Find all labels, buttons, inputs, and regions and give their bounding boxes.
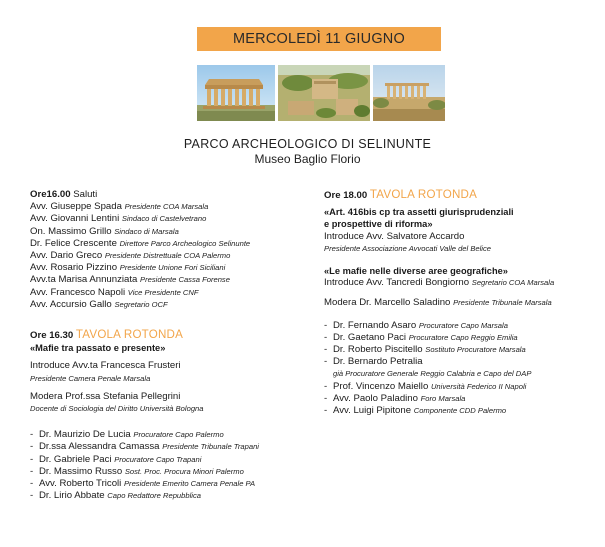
greeting-name: Avv. Giovanni Lentini	[30, 213, 120, 225]
speaker-name: Dr. Gabriele Paci	[39, 453, 112, 465]
introduce-role: Presidente Camera Penale Marsala	[30, 373, 151, 383]
introduce-role: Presidente Associazione Avvocati Valle del Belice	[324, 243, 492, 253]
speaker-item: - Avv. Paolo Paladino Foro Marsala	[324, 392, 466, 404]
speaker-item: - Dr. Fernando Asaro Procuratore Capo Marsala	[324, 319, 508, 331]
modera-role: Docente di Sociologia del Diritto Università Bologna	[30, 404, 204, 414]
speaker-name: Dr. Gaetano Paci	[333, 331, 407, 343]
modera-text: Modera Dr. Marcello Saladino	[324, 297, 451, 309]
greetings-list	[30, 201, 295, 311]
speakers-list	[324, 320, 589, 418]
speaker-item: - Dr. Bernardo Petralia	[324, 356, 423, 368]
photo-strip	[197, 65, 445, 121]
venue-heading	[0, 137, 605, 166]
speaker-item: - Avv. Roberto Tricoli Presidente Emerito Camera Penale PA	[30, 478, 256, 490]
program-right-column	[324, 189, 589, 417]
tavola-heading-2	[324, 189, 589, 202]
greeting-role: Direttore Parco Archeologico Selinunte	[119, 238, 251, 248]
speaker-item: - Dr. Roberto Piscitello Sostituto Procuratore Marsala	[324, 344, 526, 356]
greeting-role: Presidente COA Marsala	[124, 202, 209, 212]
greeting-item	[30, 201, 295, 213]
event-date: MERCOLEDÌ 11 GIUGNO	[233, 31, 405, 47]
date-banner	[197, 27, 441, 51]
speaker-name: Avv. Roberto Tricoli	[39, 478, 122, 490]
greeting-item	[30, 299, 295, 311]
tavola-label: TAVOLA ROTONDA	[369, 188, 478, 201]
greeting-role: Sindaco di Castelvetrano	[121, 214, 207, 224]
acropolis-photo	[373, 65, 445, 121]
speaker-name: Prof. Vincenzo Maiello	[333, 380, 429, 392]
greeting-name: Avv. Rosario Pizzino	[30, 262, 118, 274]
speaker-role: Capo Redattore Repubblica	[107, 491, 201, 501]
introduce-line-2	[324, 277, 589, 289]
speaker-name: Dr. Fernando Asaro	[333, 319, 417, 331]
session-topic-line-1: «Art. 416bis cp tra assetti giurisprudenziali	[324, 207, 514, 218]
speaker-item: - Dr. Maurizio De Lucia Procuratore Capo Palermo	[30, 429, 224, 441]
venue-name: PARCO ARCHEOLOGICO DI SELINUNTE	[183, 137, 432, 151]
speaker-role: Foro Marsala	[420, 393, 466, 403]
session-topic-line-2: e prospettive di riforma»	[324, 219, 433, 230]
speaker-name: Dr. Maurizio De Lucia	[39, 429, 131, 441]
speakers-list	[30, 429, 295, 502]
speaker-item: - Prof. Vincenzo Maiello Università Federico II Napoli	[324, 380, 527, 392]
speaker-role: Procuratore Capo Reggio Emilia	[408, 332, 518, 342]
speaker-item: - Dr.ssa Alessandra Camassa Presidente Tribunale Trapani	[30, 441, 259, 453]
program-left-column	[30, 189, 295, 502]
greeting-name: Avv.ta Marisa Annunziata	[30, 274, 138, 286]
speaker-role: Università Federico II Napoli	[430, 381, 527, 391]
speaker-item: - Avv. Luigi Pipitone Componente CDD Palermo	[324, 405, 507, 417]
greeting-name: Dr. Felice Crescente	[30, 237, 117, 249]
speaker-name: Dr. Bernardo Petralia	[333, 356, 423, 368]
session-topic-2: «Le mafie nelle diverse aree geografiche»	[324, 266, 508, 277]
ruins-photo	[278, 65, 370, 121]
introduce-line: Introduce Avv.ta Francesca Frusteri	[30, 360, 181, 372]
speaker-name: Dr. Massimo Russo	[39, 465, 123, 477]
saluti-time: Ore16.00	[30, 189, 71, 200]
greeting-name: Avv. Accursio Gallo	[30, 298, 112, 310]
speaker-name: Dr. Lirio Abbate	[39, 490, 105, 502]
greeting-item	[30, 274, 295, 286]
tavola-heading-1	[30, 329, 295, 342]
greeting-item	[30, 262, 295, 274]
greeting-role: Segretario OCF	[114, 299, 168, 309]
speaker-item: - Dr. Lirio Abbate Capo Redattore Repubblica	[30, 490, 201, 502]
modera-role: Presidente Tribunale Marsala	[453, 298, 552, 308]
greeting-item	[30, 226, 295, 238]
speaker-role: Presidente Tribunale Trapani	[162, 442, 259, 452]
speaker-item: - Dr. Gaetano Paci Procuratore Capo Reggio Emilia	[324, 331, 518, 343]
modera-line: Modera Prof.ssa Stefania Pellegrini	[30, 390, 181, 402]
venue-museum: Museo Baglio Florio	[254, 152, 361, 166]
greeting-role: Presidente Cassa Forense	[140, 275, 230, 285]
speaker-role-note: già Procuratore Generale Reggio Calabria e Capo del DAP	[333, 369, 532, 379]
greeting-role: Presidente Unione Fori Siciliani	[119, 263, 226, 273]
introduce-text: Introduce Avv. Tancredi Bongiorno	[324, 277, 470, 289]
greeting-role: Vice Presidente CNF	[127, 287, 199, 297]
speaker-name: Dr. Roberto Piscitello	[333, 344, 423, 356]
speaker-name: Avv. Luigi Pipitone	[333, 405, 412, 417]
greeting-item	[30, 287, 295, 299]
modera-line	[324, 297, 589, 309]
speaker-item: - Dr. Gabriele Paci Procuratore Capo Trapani	[30, 453, 202, 465]
greeting-role: Sindaco di Marsala	[114, 226, 179, 236]
greeting-item	[30, 250, 295, 262]
speaker-role: Procuratore Capo Palermo	[133, 430, 224, 440]
session-topic: «Mafie tra passato e presente»	[30, 343, 166, 354]
speaker-item: - Dr. Massimo Russo Sost. Proc. Procura Minori Palermo	[30, 465, 244, 477]
greeting-name: Avv. Francesco Napoli	[30, 286, 126, 298]
speaker-role: Presidente Emerito Camera Penale PA	[123, 479, 256, 489]
greeting-item	[30, 213, 295, 225]
speaker-role: Procuratore Capo Trapani	[114, 454, 202, 464]
introduce-line: Introduce Avv. Salvatore Accardo	[324, 230, 465, 242]
greeting-role: Presidente Distrettuale COA Palermo	[104, 251, 231, 261]
speaker-role: Procuratore Capo Marsala	[418, 320, 508, 330]
greeting-name: On. Massimo Grillo	[30, 225, 112, 237]
speaker-role: Sostituto Procuratore Marsala	[425, 345, 526, 355]
temple-photo	[197, 65, 275, 121]
saluti-label: Saluti	[73, 189, 98, 200]
tavola-label: TAVOLA ROTONDA	[75, 328, 184, 342]
greeting-name: Avv. Dario Greco	[30, 250, 103, 262]
speaker-name: Dr.ssa Alessandra Camassa	[39, 441, 160, 453]
greeting-item	[30, 238, 295, 250]
introduce-role: Segretario COA Marsala	[471, 278, 555, 288]
greeting-name: Avv. Giuseppe Spada	[30, 201, 122, 213]
speaker-name: Avv. Paolo Paladino	[333, 392, 418, 404]
tavola-time: Ore 18.00	[324, 190, 368, 201]
tavola-time: Ore 16.30	[30, 330, 74, 342]
speaker-role: Sost. Proc. Procura Minori Palermo	[124, 466, 244, 476]
speaker-role: Componente CDD Palermo	[413, 406, 507, 416]
saluti-heading	[30, 189, 295, 201]
